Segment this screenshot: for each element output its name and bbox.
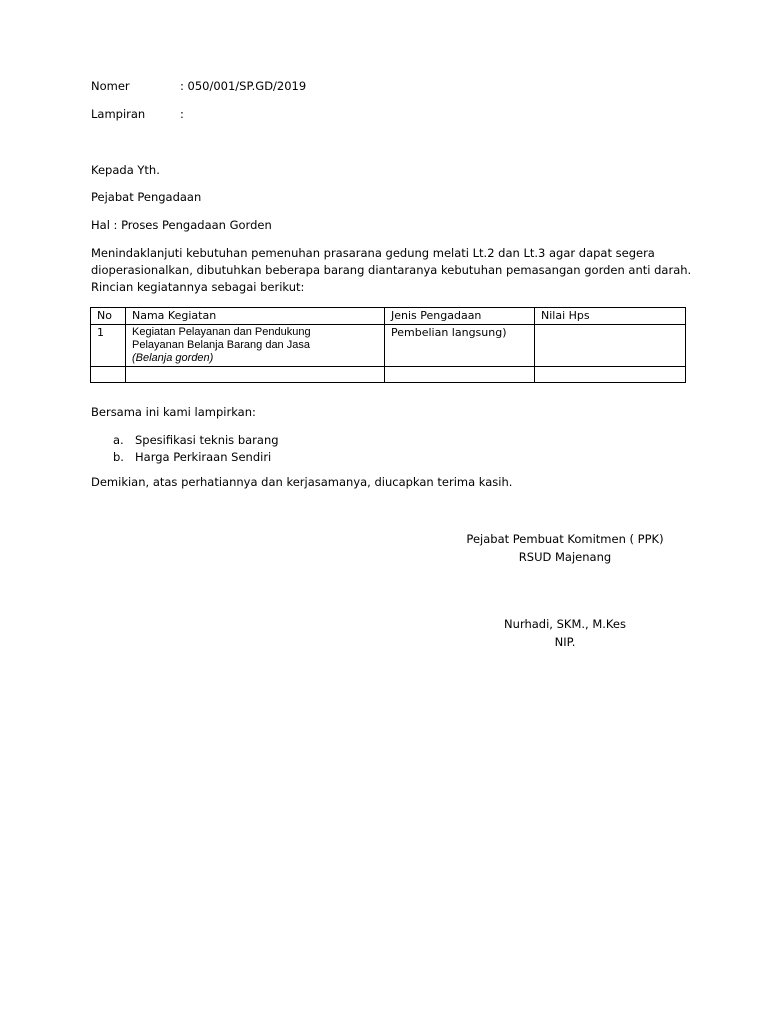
list-marker: b. <box>113 450 124 464</box>
header-no: No <box>91 308 126 325</box>
header-jenis-pengadaan: Jenis Pengadaan <box>385 308 535 325</box>
list-marker: a. <box>113 433 124 447</box>
body-line: Rincian kegiatannya sebagai berikut: <box>91 280 305 294</box>
attachment-intro: Bersama ini kami lampirkan: <box>91 405 256 419</box>
table-header-row <box>91 308 686 325</box>
lampiran-label: Lampiran <box>91 107 146 121</box>
body-paragraph <box>91 245 691 296</box>
cell-nama-kegiatan <box>126 367 385 383</box>
cell-jenis-pengadaan: Pembelian langsung) <box>385 325 535 367</box>
list-item <box>113 449 279 466</box>
nomer-label: Nomer <box>91 79 130 93</box>
lampiran-value: : <box>180 107 184 121</box>
list-item <box>113 432 279 449</box>
cell-nilai-hps <box>535 367 686 383</box>
cell-nilai-hps <box>535 325 686 367</box>
list-item-text: Harga Perkiraan Sendiri <box>135 450 272 464</box>
signatory-name: Nurhadi, SKM., M.Kes <box>504 617 626 631</box>
signature-title <box>430 530 700 566</box>
activity-table <box>90 307 686 383</box>
signature-institution: RSUD Majenang <box>518 550 612 564</box>
body-line: dioperasionalkan, dibutuhkan beberapa barang diantaranya kebutuhan pemasangan gorden anti darah. <box>91 263 692 277</box>
body-line: Menindaklanjuti kebutuhan pemenuhan prasarana gedung melati Lt.2 dan Lt.3 agar dapat segera <box>91 246 655 260</box>
attachment-list <box>113 432 279 466</box>
header-nama-kegiatan: Nama Kegiatan <box>126 308 385 325</box>
recipient-title: Pejabat Pengadaan <box>91 190 202 204</box>
nama-line: Kegiatan Pelayanan dan Pendukung <box>132 326 311 338</box>
signature-name-block <box>430 615 700 651</box>
closing-line: Demikian, atas perhatiannya dan kerjasamanya, diucapkan terima kasih. <box>91 475 513 489</box>
subject-line: Hal : Proses Pengadaan Gorden <box>91 218 272 232</box>
cell-no: 1 <box>91 325 126 367</box>
table-row <box>91 367 686 383</box>
nama-line: Pelayanan Belanja Barang dan Jasa <box>132 339 310 351</box>
nomer-value: : 050/001/SP.GD/2019 <box>180 79 307 93</box>
signatory-nip: NIP. <box>554 635 576 649</box>
table-row <box>91 325 686 367</box>
header-nilai-hps: Nilai Hps <box>535 308 686 325</box>
cell-jenis-pengadaan <box>385 367 535 383</box>
cell-no <box>91 367 126 383</box>
nama-line-italic: (Belanja gorden) <box>132 352 214 364</box>
recipient-greeting: Kepada Yth. <box>91 163 160 177</box>
cell-nama-kegiatan <box>126 325 385 367</box>
signature-title-line: Pejabat Pembuat Komitmen ( PPK) <box>466 532 664 546</box>
list-item-text: Spesifikasi teknis barang <box>135 433 279 447</box>
